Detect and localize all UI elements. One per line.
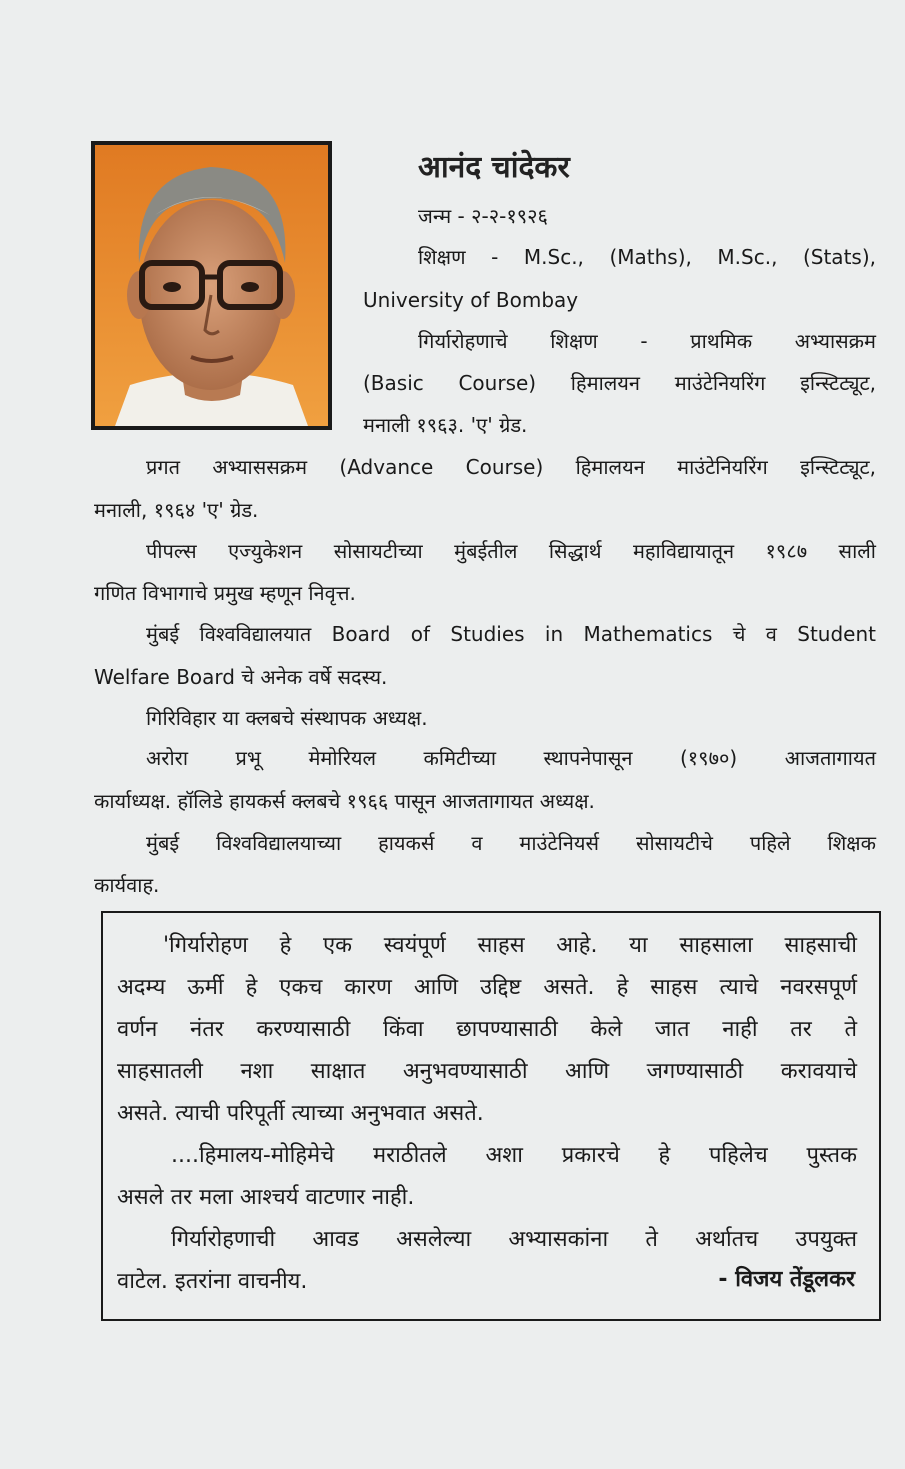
bio-line-university: University of Bombay [363,288,579,312]
bio-line-aurora-prabhu: अरोरा प्रभू मेमोरियल कमिटीच्या स्थापनेपासून (१९७०) आजतागायत [146,746,876,770]
bio-line-education: शिक्षण - M.Sc., (Maths), M.Sc., (Stats), [418,245,876,269]
bio-line-advance-course: प्रगत अभ्याससक्रम (Advance Course) हिमालयन माउंटेनियरिंग इन्स्टिट्यूट, [146,455,876,479]
bio-line-basic-course: (Basic Course) हिमालयन माउंटेनियरिंग इन्स्टिट्यूट, [363,371,876,395]
bio-line-manali-1963: मनाली १९६३. 'ए' ग्रेड. [363,413,528,437]
author-photo [91,141,332,430]
quote-line: साहसातली नशा साक्षात अनुभवण्यासाठी आणि जगण्यासाठी करावयाचे [117,1059,857,1084]
quote-line: गिर्यारोहणाची आवड असलेल्या अभ्यासकांना ते अर्थातच उपयुक्त [171,1227,857,1252]
bio-line-hikers-society: मुंबई विश्वविद्यालयाच्या हायकर्स व माउंटेनियर्स सोसायटीचे पहिले शिक्षक [146,831,876,855]
author-name: आनंद चांदेकर [418,150,570,185]
bio-line-girivihar: गिरिविहार या क्लबचे संस्थापक अध्यक्ष. [146,706,428,730]
bio-line-retirement: पीपल्स एज्युकेशन सोसायटीच्या मुंबईतील सिद्धार्थ महाविद्यायातून १९८७ साली [146,539,876,563]
bio-line-welfare-board: Welfare Board चे अनेक वर्षे सदस्य. [94,665,388,689]
quote-line: वर्णन नंतर करण्यासाठी किंवा छापण्यासाठी केले जात नाही तर ते [117,1017,857,1042]
quote-signature: - विजय तेंडूलकर [718,1267,855,1292]
quote-line: वाटेल. इतरांना वाचनीय. [117,1269,308,1294]
quote-line: ....हिमालय-मोहिमेचे मराठीतले अशा प्रकारचे हे पहिलेच पुस्तक [171,1143,857,1168]
quote-line: 'गिर्यारोहण हे एक स्वयंपूर्ण साहस आहे. या साहसाला साहसाची [163,933,857,958]
quote-line: असते. त्याची परिपूर्ती त्याच्या अनुभवात असते. [117,1101,484,1126]
bio-line-board-of-studies: मुंबई विश्वविद्यालयात Board of Studies in Mathematics चे व Student [146,622,876,646]
bio-line-birth: जन्म - २-२-१९२६ [418,204,548,228]
bio-line-secretary: कार्यवाह. [94,873,160,897]
testimonial-box [101,911,881,1321]
bio-line-climbing-training: गिर्यारोहणाचे शिक्षण - प्राथमिक अभ्यासक्रम [418,329,876,353]
quote-line: अदम्य ऊर्मी हे एकच कारण आणि उद्दिष्ट असते. हे साहस त्याचे नवरसपूर्ण [117,975,857,1000]
bio-line-manali-1964: मनाली, १९६४ 'ए' ग्रेड. [94,498,259,522]
bio-line-holiday-hikers: कार्याध्यक्ष. हॉलिडे हायकर्स क्लबचे १९६६ पासून आजतागायत अध्यक्ष. [94,789,595,813]
portrait-image [95,145,328,426]
bio-line-hod-maths: गणित विभागाचे प्रमुख म्हणून निवृत्त. [94,581,356,605]
quote-line: असले तर मला आश्चर्य वाटणार नाही. [117,1185,415,1210]
